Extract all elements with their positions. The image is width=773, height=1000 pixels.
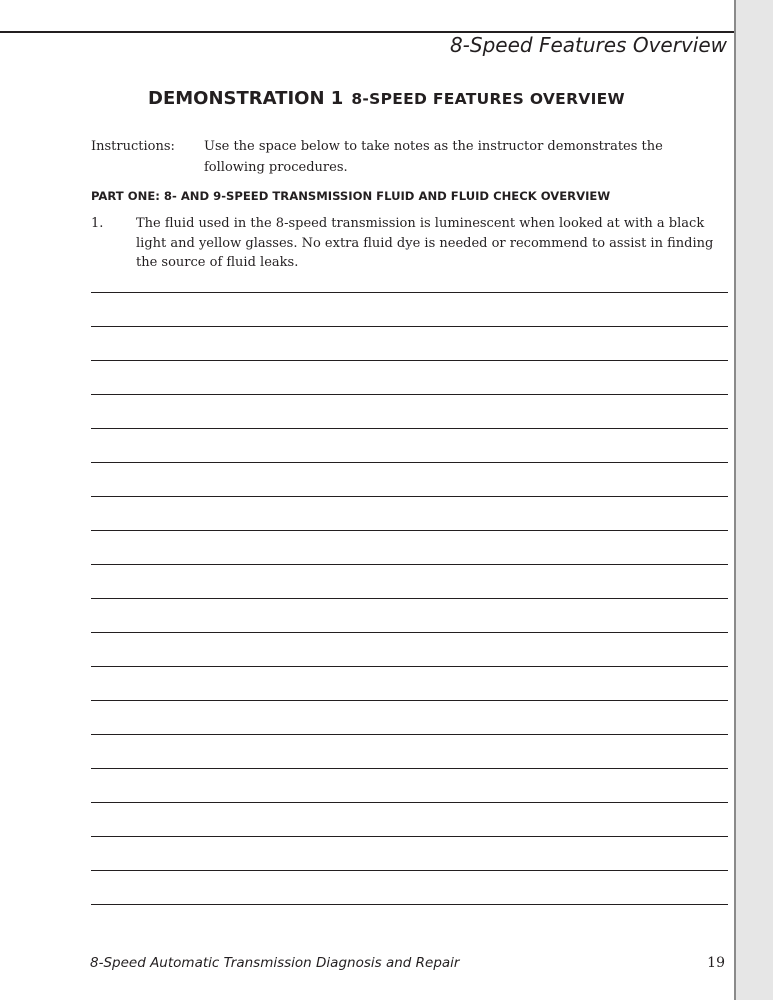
page-edge-bar xyxy=(734,0,773,1000)
instructions-text: Use the space below to take notes as the instructor demonstrates the following procedures. xyxy=(204,139,663,175)
demonstration-label: DEMONSTRATION 1 xyxy=(148,88,344,109)
note-lines xyxy=(91,0,728,1000)
note-line xyxy=(91,802,728,803)
note-line xyxy=(91,700,728,701)
note-line xyxy=(91,292,728,293)
note-line xyxy=(91,496,728,497)
page-number: 19 xyxy=(707,955,725,971)
item-text: The fluid used in the 8-speed transmission is luminescent when looked at with a black light and yellow glasses. No extra fluid dye is needed or recommend to assist in finding the source of fluid leaks. xyxy=(136,216,714,270)
note-line xyxy=(91,734,728,735)
demonstration-subtitle: 8-SPEED FEATURES OVERVIEW xyxy=(351,90,625,108)
note-line xyxy=(91,462,728,463)
note-line xyxy=(91,768,728,769)
footer-book-title: 8-Speed Automatic Transmission Diagnosis and Repair xyxy=(90,955,460,971)
note-line xyxy=(91,870,728,871)
note-line xyxy=(91,360,728,361)
note-line xyxy=(91,904,728,905)
note-line xyxy=(91,530,728,531)
note-line xyxy=(91,598,728,599)
part-one-heading: PART ONE: 8- AND 9-SPEED TRANSMISSION FLUID AND FLUID CHECK OVERVIEW xyxy=(91,189,611,203)
note-line xyxy=(91,326,728,327)
item-number: 1. xyxy=(91,216,104,231)
note-line xyxy=(91,394,728,395)
running-header-title: 8-Speed Features Overview xyxy=(449,33,727,57)
instructions-label: Instructions: xyxy=(91,139,175,154)
note-line xyxy=(91,564,728,565)
note-line xyxy=(91,666,728,667)
note-line xyxy=(91,632,728,633)
note-line xyxy=(91,836,728,837)
note-line xyxy=(91,428,728,429)
